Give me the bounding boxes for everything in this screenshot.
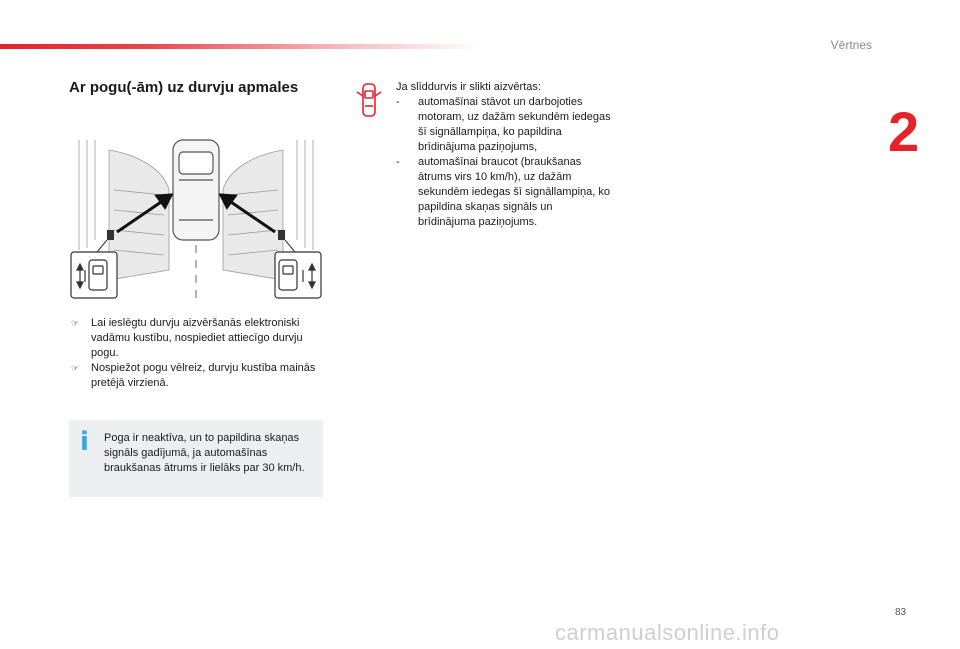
info-text: Poga ir neaktīva, un to papildina skaņas signāls gadījumā, ja automašīnas braukšanas ātrums ir lielāks par 30 km/h. — [104, 432, 305, 474]
door-open-warning-icon — [356, 82, 382, 118]
warning-intro: Ja slīddurvis ir slikti aizvērtas: — [396, 81, 541, 93]
warning-item — [396, 155, 611, 230]
chapter-number: 2 — [888, 100, 920, 163]
dash-marker: - — [396, 96, 400, 108]
sliding-door-button-illustration — [69, 130, 323, 302]
warning-description — [396, 80, 611, 230]
instruction-list — [69, 316, 325, 391]
warning-list — [396, 95, 611, 230]
instruction-text: Nospiežot pogu vēlreiz, durvju kustība mainās pretējā virzienā. — [91, 362, 316, 389]
left-button-zoom — [71, 252, 117, 298]
right-button-zoom — [275, 252, 321, 298]
warning-item-text: automašīnai braucot (braukšanas ātrums virs 10 km/h), uz dažām sekundēm iedegas šī signāllampiņa, ko papildina skaņas signāls un brīdinājuma paziņojums. — [418, 156, 611, 228]
info-icon: i — [80, 427, 89, 457]
section-title: Vērtnes — [830, 38, 872, 52]
instruction-item — [69, 316, 325, 361]
header-accent-bar — [0, 44, 480, 49]
instruction-item — [69, 361, 325, 391]
instruction-text: Lai ieslēgtu durvju aizvēršanās elektroniski vadāmu kustību, nospiediet attiecīgo durvju pogu. — [91, 317, 303, 359]
right-door-button — [278, 230, 285, 240]
page-number: 83 — [895, 607, 907, 618]
page-heading: Ar pogu(-ām) uz durvju apmales — [69, 79, 299, 96]
warning-item-text: automašīnai stāvot un darbojoties motoram, uz dažām sekundēm iedegas šī signāllampiņa, ko papildina brīdinājuma paziņojums, — [418, 96, 611, 153]
warning-item — [396, 95, 611, 155]
left-door-button — [107, 230, 114, 240]
watermark: carmanualsonline.info — [555, 620, 780, 645]
pointing-hand-icon: ☞ — [71, 318, 80, 328]
dash-marker: - — [396, 156, 400, 168]
info-box — [69, 420, 323, 497]
pointing-hand-icon: ☞ — [71, 363, 80, 373]
vehicle-top-view — [173, 140, 219, 240]
